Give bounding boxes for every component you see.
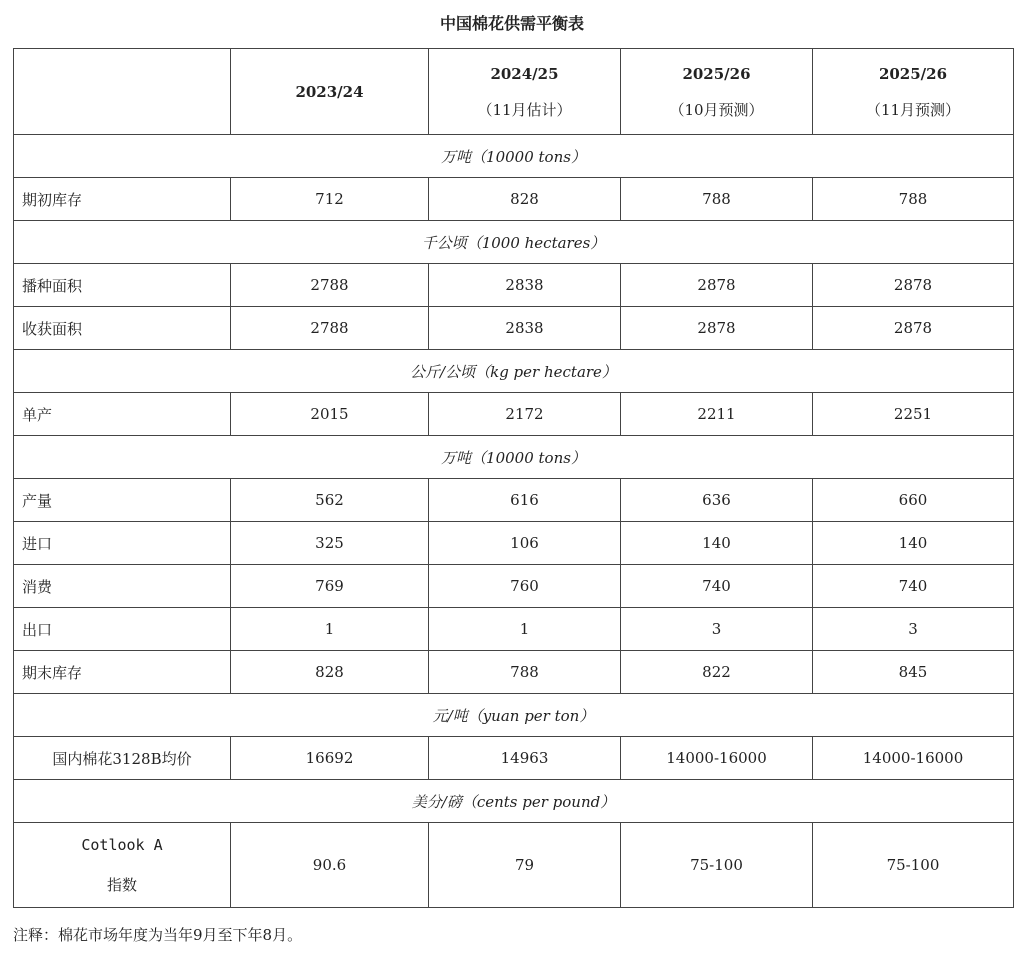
table-cell: 1 xyxy=(231,608,429,651)
table-cell: 845 xyxy=(813,651,1014,694)
table-cell: 2878 xyxy=(621,307,813,350)
table-cell: 14963 xyxy=(429,737,621,780)
table-cell: 90.6 xyxy=(231,823,429,908)
table-cell: 788 xyxy=(429,651,621,694)
table-cell: 75-100 xyxy=(813,823,1014,908)
table-cell: 740 xyxy=(621,565,813,608)
table-cell: 760 xyxy=(429,565,621,608)
unit-row: 万吨（10000 tons） xyxy=(14,135,1014,178)
table-row xyxy=(14,393,1014,436)
row-label: 产量 xyxy=(14,479,231,522)
table-cell: 562 xyxy=(231,479,429,522)
table-cell: 2838 xyxy=(429,307,621,350)
header-col-1: 2023/24 xyxy=(231,49,429,135)
table-cell: 2251 xyxy=(813,393,1014,436)
unit-row: 万吨（10000 tons） xyxy=(14,436,1014,479)
unit-row: 元/吨（yuan per ton） xyxy=(14,694,1014,737)
table-cell: 1 xyxy=(429,608,621,651)
table-row xyxy=(14,565,1014,608)
table-cell: 16692 xyxy=(231,737,429,780)
table-cell: 740 xyxy=(813,565,1014,608)
table-cell: 2878 xyxy=(813,307,1014,350)
table-cell: 2015 xyxy=(231,393,429,436)
table-cell: 2878 xyxy=(621,264,813,307)
table-cell: 325 xyxy=(231,522,429,565)
table-cell: 3 xyxy=(621,608,813,651)
table-cell: 3 xyxy=(813,608,1014,651)
row-label: 收获面积 xyxy=(14,307,231,350)
table-row xyxy=(14,651,1014,694)
header-col-4: 2025/26 （11月预测） xyxy=(813,49,1014,135)
footnote: 注释：棉花市场年度为当年9月至下年8月。 xyxy=(13,926,303,944)
table-row xyxy=(14,608,1014,651)
table-title: 中国棉花供需平衡表 xyxy=(439,14,584,33)
table-cell: 79 xyxy=(429,823,621,908)
unit-row: 公斤/公顷（kg per hectare） xyxy=(14,350,1014,393)
row-label: 期末库存 xyxy=(14,651,231,694)
row-label: 播种面积 xyxy=(14,264,231,307)
table-cell: 2878 xyxy=(813,264,1014,307)
table-cell: 769 xyxy=(231,565,429,608)
table-row xyxy=(14,522,1014,565)
header-col-3: 2025/26 （10月预测） xyxy=(621,49,813,135)
cotton-balance-table xyxy=(13,48,1014,908)
table-cell: 2838 xyxy=(429,264,621,307)
row-label xyxy=(14,823,231,908)
table-cell: 140 xyxy=(621,522,813,565)
table-row xyxy=(14,479,1014,522)
table-cell: 2211 xyxy=(621,393,813,436)
table-cell: 75-100 xyxy=(621,823,813,908)
table-cell: 2788 xyxy=(231,307,429,350)
row-label: 进口 xyxy=(14,522,231,565)
table-cell: 616 xyxy=(429,479,621,522)
table-cell: 660 xyxy=(813,479,1014,522)
header-row xyxy=(14,49,1014,135)
table-row xyxy=(14,178,1014,221)
table-cell: 14000-16000 xyxy=(621,737,813,780)
table-cell: 14000-16000 xyxy=(813,737,1014,780)
table-cell: 828 xyxy=(231,651,429,694)
row-label-line2: 指数 xyxy=(106,875,137,894)
row-label: 期初库存 xyxy=(14,178,231,221)
header-col-2: 2024/25 （11月估计） xyxy=(429,49,621,135)
table-cell: 2788 xyxy=(231,264,429,307)
row-label: 单产 xyxy=(14,393,231,436)
row-label: 国内棉花3128B均价 xyxy=(14,737,231,780)
table-cell: 828 xyxy=(429,178,621,221)
table-cell: 712 xyxy=(231,178,429,221)
header-corner-cell xyxy=(14,49,231,135)
table-cell: 822 xyxy=(621,651,813,694)
table-cell: 788 xyxy=(621,178,813,221)
table-cell: 106 xyxy=(429,522,621,565)
unit-row: 千公顷（1000 hectares） xyxy=(14,221,1014,264)
table-row xyxy=(14,307,1014,350)
row-label: 消费 xyxy=(14,565,231,608)
row-label: 出口 xyxy=(14,608,231,651)
table-cell: 2172 xyxy=(429,393,621,436)
row-label-line1: Cotlook A xyxy=(81,835,163,854)
table-cell: 140 xyxy=(813,522,1014,565)
table-row xyxy=(14,737,1014,780)
table-cell: 636 xyxy=(621,479,813,522)
table-cell: 788 xyxy=(813,178,1014,221)
table-row xyxy=(14,823,1014,908)
unit-row: 美分/磅（cents per pound） xyxy=(14,780,1014,823)
table-row xyxy=(14,264,1014,307)
